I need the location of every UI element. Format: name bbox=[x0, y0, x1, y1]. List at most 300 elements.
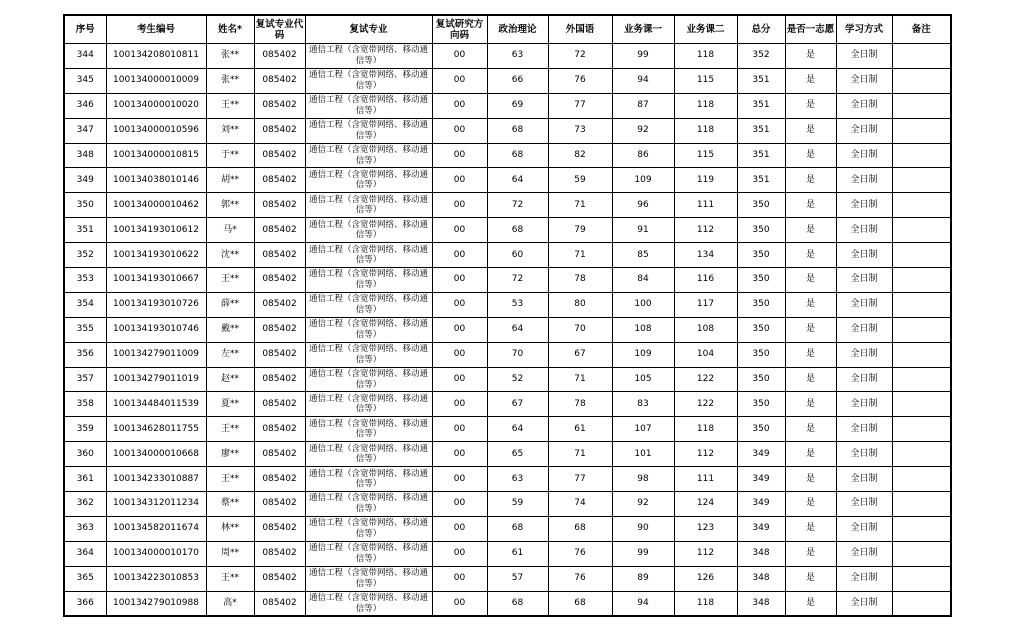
header-course-one: 业务课一 bbox=[612, 15, 674, 44]
cell-index: 355 bbox=[64, 317, 106, 342]
header-foreign-language: 外国语 bbox=[548, 15, 612, 44]
cell-candidate-id: 100134000010009 bbox=[106, 68, 206, 93]
cell-total: 350 bbox=[737, 243, 785, 268]
cell-first-choice: 是 bbox=[785, 392, 836, 417]
cell-candidate-id: 100134000010462 bbox=[106, 193, 206, 218]
cell-first-choice: 是 bbox=[785, 492, 836, 517]
header-direction-code: 复试研究方向码 bbox=[432, 15, 487, 44]
cell-study-mode: 全日制 bbox=[836, 44, 892, 69]
cell-study-mode: 全日制 bbox=[836, 467, 892, 492]
cell-direction-code: 00 bbox=[432, 467, 487, 492]
cell-course-one: 99 bbox=[612, 541, 674, 566]
header-major: 复试专业 bbox=[305, 15, 432, 44]
cell-remarks bbox=[892, 93, 951, 118]
cell-major: 通信工程（含宽带网络、移动通信等） bbox=[305, 317, 432, 342]
cell-remarks bbox=[892, 143, 951, 168]
cell-study-mode: 全日制 bbox=[836, 93, 892, 118]
table-row bbox=[64, 467, 951, 492]
table-row bbox=[64, 243, 951, 268]
cell-first-choice: 是 bbox=[785, 566, 836, 591]
cell-study-mode: 全日制 bbox=[836, 442, 892, 467]
cell-major-code: 085402 bbox=[254, 442, 305, 467]
cell-politics: 63 bbox=[487, 44, 548, 69]
cell-foreign-language: 71 bbox=[548, 367, 612, 392]
cell-name: 王** bbox=[206, 467, 254, 492]
cell-study-mode: 全日制 bbox=[836, 342, 892, 367]
cell-course-two: 118 bbox=[674, 591, 737, 616]
cell-name: 戴** bbox=[206, 317, 254, 342]
cell-politics: 70 bbox=[487, 342, 548, 367]
cell-total: 351 bbox=[737, 68, 785, 93]
cell-index: 344 bbox=[64, 44, 106, 69]
table-row bbox=[64, 68, 951, 93]
cell-candidate-id: 100134038010146 bbox=[106, 168, 206, 193]
cell-foreign-language: 72 bbox=[548, 44, 612, 69]
cell-politics: 72 bbox=[487, 193, 548, 218]
cell-index: 359 bbox=[64, 417, 106, 442]
cell-direction-code: 00 bbox=[432, 342, 487, 367]
cell-course-two: 118 bbox=[674, 417, 737, 442]
cell-course-one: 94 bbox=[612, 591, 674, 616]
cell-total: 350 bbox=[737, 268, 785, 293]
cell-foreign-language: 79 bbox=[548, 218, 612, 243]
cell-candidate-id: 100134312011234 bbox=[106, 492, 206, 517]
cell-first-choice: 是 bbox=[785, 342, 836, 367]
cell-total: 350 bbox=[737, 193, 785, 218]
table-row bbox=[64, 168, 951, 193]
cell-first-choice: 是 bbox=[785, 317, 836, 342]
cell-direction-code: 00 bbox=[432, 317, 487, 342]
cell-course-one: 109 bbox=[612, 342, 674, 367]
cell-remarks bbox=[892, 68, 951, 93]
header-first-choice: 是否一志愿 bbox=[785, 15, 836, 44]
cell-index: 363 bbox=[64, 516, 106, 541]
cell-major: 通信工程（含宽带网络、移动通信等） bbox=[305, 168, 432, 193]
cell-study-mode: 全日制 bbox=[836, 417, 892, 442]
cell-first-choice: 是 bbox=[785, 193, 836, 218]
cell-direction-code: 00 bbox=[432, 44, 487, 69]
table-row bbox=[64, 268, 951, 293]
cell-first-choice: 是 bbox=[785, 442, 836, 467]
cell-major-code: 085402 bbox=[254, 516, 305, 541]
cell-study-mode: 全日制 bbox=[836, 168, 892, 193]
cell-direction-code: 00 bbox=[432, 93, 487, 118]
cell-candidate-id: 100134000010020 bbox=[106, 93, 206, 118]
cell-name: 蔡** bbox=[206, 492, 254, 517]
cell-course-two: 119 bbox=[674, 168, 737, 193]
cell-study-mode: 全日制 bbox=[836, 193, 892, 218]
header-remarks: 备注 bbox=[892, 15, 951, 44]
cell-name: 胡** bbox=[206, 168, 254, 193]
cell-name: 沈** bbox=[206, 243, 254, 268]
cell-study-mode: 全日制 bbox=[836, 367, 892, 392]
cell-course-one: 107 bbox=[612, 417, 674, 442]
cell-major: 通信工程（含宽带网络、移动通信等） bbox=[305, 367, 432, 392]
cell-first-choice: 是 bbox=[785, 93, 836, 118]
cell-total: 351 bbox=[737, 168, 785, 193]
cell-major-code: 085402 bbox=[254, 492, 305, 517]
cell-major: 通信工程（含宽带网络、移动通信等） bbox=[305, 492, 432, 517]
table-row bbox=[64, 442, 951, 467]
table-row bbox=[64, 143, 951, 168]
table-row bbox=[64, 93, 951, 118]
cell-foreign-language: 76 bbox=[548, 68, 612, 93]
cell-index: 353 bbox=[64, 268, 106, 293]
cell-foreign-language: 71 bbox=[548, 442, 612, 467]
cell-total: 348 bbox=[737, 541, 785, 566]
cell-remarks bbox=[892, 317, 951, 342]
table-row bbox=[64, 492, 951, 517]
cell-remarks bbox=[892, 44, 951, 69]
cell-course-one: 94 bbox=[612, 68, 674, 93]
cell-candidate-id: 100134233010887 bbox=[106, 467, 206, 492]
cell-foreign-language: 74 bbox=[548, 492, 612, 517]
cell-name: 赵** bbox=[206, 367, 254, 392]
cell-course-two: 108 bbox=[674, 317, 737, 342]
cell-total: 349 bbox=[737, 467, 785, 492]
cell-remarks bbox=[892, 417, 951, 442]
cell-foreign-language: 77 bbox=[548, 467, 612, 492]
cell-major-code: 085402 bbox=[254, 118, 305, 143]
cell-politics: 68 bbox=[487, 143, 548, 168]
cell-name: 于** bbox=[206, 143, 254, 168]
cell-name: 张** bbox=[206, 44, 254, 69]
cell-total: 352 bbox=[737, 44, 785, 69]
cell-direction-code: 00 bbox=[432, 516, 487, 541]
cell-study-mode: 全日制 bbox=[836, 143, 892, 168]
table-row bbox=[64, 591, 951, 616]
cell-candidate-id: 100134279010988 bbox=[106, 591, 206, 616]
table-row bbox=[64, 317, 951, 342]
cell-first-choice: 是 bbox=[785, 68, 836, 93]
cell-major-code: 085402 bbox=[254, 367, 305, 392]
cell-foreign-language: 70 bbox=[548, 317, 612, 342]
cell-study-mode: 全日制 bbox=[836, 218, 892, 243]
cell-candidate-id: 100134208010811 bbox=[106, 44, 206, 69]
cell-total: 350 bbox=[737, 392, 785, 417]
cell-study-mode: 全日制 bbox=[836, 591, 892, 616]
cell-first-choice: 是 bbox=[785, 417, 836, 442]
cell-index: 346 bbox=[64, 93, 106, 118]
cell-direction-code: 00 bbox=[432, 193, 487, 218]
cell-study-mode: 全日制 bbox=[836, 118, 892, 143]
cell-remarks bbox=[892, 467, 951, 492]
cell-course-one: 89 bbox=[612, 566, 674, 591]
header-row bbox=[64, 15, 951, 44]
cell-course-one: 109 bbox=[612, 168, 674, 193]
cell-name: 王** bbox=[206, 93, 254, 118]
cell-politics: 68 bbox=[487, 118, 548, 143]
cell-remarks bbox=[892, 392, 951, 417]
cell-name: 左** bbox=[206, 342, 254, 367]
cell-foreign-language: 77 bbox=[548, 93, 612, 118]
cell-study-mode: 全日制 bbox=[836, 292, 892, 317]
table-row bbox=[64, 118, 951, 143]
cell-course-two: 115 bbox=[674, 143, 737, 168]
header-name: 姓名* bbox=[206, 15, 254, 44]
cell-name: 马* bbox=[206, 218, 254, 243]
cell-total: 348 bbox=[737, 591, 785, 616]
cell-major: 通信工程（含宽带网络、移动通信等） bbox=[305, 467, 432, 492]
header-study-mode: 学习方式 bbox=[836, 15, 892, 44]
cell-candidate-id: 100134582011674 bbox=[106, 516, 206, 541]
cell-direction-code: 00 bbox=[432, 591, 487, 616]
table-row bbox=[64, 541, 951, 566]
cell-major-code: 085402 bbox=[254, 268, 305, 293]
cell-index: 365 bbox=[64, 566, 106, 591]
cell-index: 358 bbox=[64, 392, 106, 417]
cell-name: 高* bbox=[206, 591, 254, 616]
cell-name: 张** bbox=[206, 68, 254, 93]
table-row bbox=[64, 193, 951, 218]
cell-remarks bbox=[892, 516, 951, 541]
cell-total: 348 bbox=[737, 566, 785, 591]
cell-course-one: 101 bbox=[612, 442, 674, 467]
cell-direction-code: 00 bbox=[432, 492, 487, 517]
cell-direction-code: 00 bbox=[432, 566, 487, 591]
cell-direction-code: 00 bbox=[432, 417, 487, 442]
cell-index: 351 bbox=[64, 218, 106, 243]
cell-candidate-id: 100134484011539 bbox=[106, 392, 206, 417]
cell-remarks bbox=[892, 218, 951, 243]
score-table bbox=[63, 14, 952, 617]
header-major-code: 复试专业代码 bbox=[254, 15, 305, 44]
cell-remarks bbox=[892, 292, 951, 317]
cell-study-mode: 全日制 bbox=[836, 317, 892, 342]
cell-course-two: 111 bbox=[674, 193, 737, 218]
cell-politics: 65 bbox=[487, 442, 548, 467]
header-index: 序号 bbox=[64, 15, 106, 44]
cell-foreign-language: 82 bbox=[548, 143, 612, 168]
cell-direction-code: 00 bbox=[432, 143, 487, 168]
cell-course-two: 111 bbox=[674, 467, 737, 492]
header-total: 总分 bbox=[737, 15, 785, 44]
cell-first-choice: 是 bbox=[785, 467, 836, 492]
cell-major: 通信工程（含宽带网络、移动通信等） bbox=[305, 392, 432, 417]
cell-name: 王** bbox=[206, 566, 254, 591]
cell-total: 350 bbox=[737, 218, 785, 243]
table-row bbox=[64, 44, 951, 69]
cell-major: 通信工程（含宽带网络、移动通信等） bbox=[305, 292, 432, 317]
cell-remarks bbox=[892, 591, 951, 616]
cell-candidate-id: 100134000010815 bbox=[106, 143, 206, 168]
cell-name: 周** bbox=[206, 541, 254, 566]
cell-name: 林** bbox=[206, 516, 254, 541]
cell-first-choice: 是 bbox=[785, 541, 836, 566]
cell-first-choice: 是 bbox=[785, 243, 836, 268]
cell-major: 通信工程（含宽带网络、移动通信等） bbox=[305, 118, 432, 143]
cell-study-mode: 全日制 bbox=[836, 392, 892, 417]
cell-course-two: 118 bbox=[674, 118, 737, 143]
cell-study-mode: 全日制 bbox=[836, 68, 892, 93]
cell-foreign-language: 68 bbox=[548, 516, 612, 541]
table-row bbox=[64, 367, 951, 392]
cell-foreign-language: 71 bbox=[548, 193, 612, 218]
cell-politics: 68 bbox=[487, 218, 548, 243]
cell-first-choice: 是 bbox=[785, 118, 836, 143]
cell-first-choice: 是 bbox=[785, 268, 836, 293]
cell-name: 王** bbox=[206, 268, 254, 293]
cell-politics: 57 bbox=[487, 566, 548, 591]
cell-remarks bbox=[892, 566, 951, 591]
cell-course-two: 134 bbox=[674, 243, 737, 268]
cell-course-one: 105 bbox=[612, 367, 674, 392]
cell-direction-code: 00 bbox=[432, 541, 487, 566]
cell-candidate-id: 100134193010726 bbox=[106, 292, 206, 317]
cell-total: 350 bbox=[737, 292, 785, 317]
cell-study-mode: 全日制 bbox=[836, 541, 892, 566]
cell-foreign-language: 73 bbox=[548, 118, 612, 143]
cell-foreign-language: 68 bbox=[548, 591, 612, 616]
cell-name: 刘** bbox=[206, 118, 254, 143]
cell-politics: 63 bbox=[487, 467, 548, 492]
cell-course-two: 124 bbox=[674, 492, 737, 517]
cell-foreign-language: 76 bbox=[548, 566, 612, 591]
cell-direction-code: 00 bbox=[432, 268, 487, 293]
cell-first-choice: 是 bbox=[785, 168, 836, 193]
cell-major-code: 085402 bbox=[254, 392, 305, 417]
cell-major-code: 085402 bbox=[254, 143, 305, 168]
cell-course-two: 112 bbox=[674, 442, 737, 467]
cell-remarks bbox=[892, 118, 951, 143]
cell-course-one: 108 bbox=[612, 317, 674, 342]
table-row bbox=[64, 417, 951, 442]
cell-remarks bbox=[892, 541, 951, 566]
cell-politics: 60 bbox=[487, 243, 548, 268]
cell-direction-code: 00 bbox=[432, 68, 487, 93]
cell-course-two: 104 bbox=[674, 342, 737, 367]
cell-candidate-id: 100134000010170 bbox=[106, 541, 206, 566]
cell-study-mode: 全日制 bbox=[836, 268, 892, 293]
cell-major: 通信工程（含宽带网络、移动通信等） bbox=[305, 193, 432, 218]
cell-politics: 52 bbox=[487, 367, 548, 392]
cell-major: 通信工程（含宽带网络、移动通信等） bbox=[305, 417, 432, 442]
cell-major-code: 085402 bbox=[254, 467, 305, 492]
cell-course-one: 92 bbox=[612, 492, 674, 517]
cell-study-mode: 全日制 bbox=[836, 492, 892, 517]
cell-major: 通信工程（含宽带网络、移动通信等） bbox=[305, 566, 432, 591]
cell-total: 350 bbox=[737, 342, 785, 367]
cell-total: 351 bbox=[737, 118, 785, 143]
cell-direction-code: 00 bbox=[432, 118, 487, 143]
cell-index: 345 bbox=[64, 68, 106, 93]
cell-major-code: 085402 bbox=[254, 566, 305, 591]
cell-foreign-language: 59 bbox=[548, 168, 612, 193]
cell-course-one: 98 bbox=[612, 467, 674, 492]
cell-total: 351 bbox=[737, 143, 785, 168]
cell-total: 351 bbox=[737, 93, 785, 118]
cell-major: 通信工程（含宽带网络、移动通信等） bbox=[305, 243, 432, 268]
cell-direction-code: 00 bbox=[432, 367, 487, 392]
cell-first-choice: 是 bbox=[785, 591, 836, 616]
cell-politics: 67 bbox=[487, 392, 548, 417]
cell-major-code: 085402 bbox=[254, 591, 305, 616]
cell-index: 348 bbox=[64, 143, 106, 168]
cell-major-code: 085402 bbox=[254, 168, 305, 193]
cell-direction-code: 00 bbox=[432, 168, 487, 193]
cell-candidate-id: 100134279011009 bbox=[106, 342, 206, 367]
cell-index: 362 bbox=[64, 492, 106, 517]
cell-first-choice: 是 bbox=[785, 516, 836, 541]
cell-candidate-id: 100134000010596 bbox=[106, 118, 206, 143]
cell-major: 通信工程（含宽带网络、移动通信等） bbox=[305, 218, 432, 243]
cell-remarks bbox=[892, 193, 951, 218]
cell-politics: 61 bbox=[487, 541, 548, 566]
table-row bbox=[64, 342, 951, 367]
cell-politics: 53 bbox=[487, 292, 548, 317]
cell-major: 通信工程（含宽带网络、移动通信等） bbox=[305, 68, 432, 93]
cell-course-two: 116 bbox=[674, 268, 737, 293]
cell-major: 通信工程（含宽带网络、移动通信等） bbox=[305, 143, 432, 168]
table-body bbox=[64, 44, 951, 617]
cell-course-two: 118 bbox=[674, 93, 737, 118]
score-table-container bbox=[63, 14, 952, 617]
cell-major-code: 085402 bbox=[254, 93, 305, 118]
cell-first-choice: 是 bbox=[785, 367, 836, 392]
cell-major: 通信工程（含宽带网络、移动通信等） bbox=[305, 342, 432, 367]
cell-name: 薛** bbox=[206, 292, 254, 317]
cell-direction-code: 00 bbox=[432, 292, 487, 317]
cell-name: 郭** bbox=[206, 193, 254, 218]
cell-name: 王** bbox=[206, 417, 254, 442]
cell-total: 350 bbox=[737, 417, 785, 442]
cell-major: 通信工程（含宽带网络、移动通信等） bbox=[305, 591, 432, 616]
cell-remarks bbox=[892, 492, 951, 517]
header-politics: 政治理论 bbox=[487, 15, 548, 44]
cell-politics: 69 bbox=[487, 93, 548, 118]
cell-remarks bbox=[892, 442, 951, 467]
cell-major: 通信工程（含宽带网络、移动通信等） bbox=[305, 541, 432, 566]
cell-candidate-id: 100134279011019 bbox=[106, 367, 206, 392]
cell-remarks bbox=[892, 168, 951, 193]
cell-index: 361 bbox=[64, 467, 106, 492]
cell-first-choice: 是 bbox=[785, 44, 836, 69]
cell-politics: 68 bbox=[487, 591, 548, 616]
cell-index: 366 bbox=[64, 591, 106, 616]
cell-direction-code: 00 bbox=[432, 218, 487, 243]
cell-index: 357 bbox=[64, 367, 106, 392]
cell-foreign-language: 78 bbox=[548, 392, 612, 417]
cell-major-code: 085402 bbox=[254, 342, 305, 367]
cell-first-choice: 是 bbox=[785, 218, 836, 243]
cell-index: 360 bbox=[64, 442, 106, 467]
cell-foreign-language: 61 bbox=[548, 417, 612, 442]
cell-direction-code: 00 bbox=[432, 243, 487, 268]
cell-index: 350 bbox=[64, 193, 106, 218]
cell-foreign-language: 67 bbox=[548, 342, 612, 367]
cell-politics: 66 bbox=[487, 68, 548, 93]
cell-course-two: 118 bbox=[674, 44, 737, 69]
cell-course-one: 87 bbox=[612, 93, 674, 118]
cell-candidate-id: 100134193010612 bbox=[106, 218, 206, 243]
table-row bbox=[64, 566, 951, 591]
cell-major: 通信工程（含宽带网络、移动通信等） bbox=[305, 44, 432, 69]
cell-index: 347 bbox=[64, 118, 106, 143]
cell-course-one: 91 bbox=[612, 218, 674, 243]
cell-major-code: 085402 bbox=[254, 193, 305, 218]
cell-study-mode: 全日制 bbox=[836, 516, 892, 541]
cell-first-choice: 是 bbox=[785, 143, 836, 168]
cell-total: 349 bbox=[737, 516, 785, 541]
cell-study-mode: 全日制 bbox=[836, 243, 892, 268]
cell-remarks bbox=[892, 243, 951, 268]
cell-index: 352 bbox=[64, 243, 106, 268]
cell-major-code: 085402 bbox=[254, 68, 305, 93]
cell-course-one: 85 bbox=[612, 243, 674, 268]
cell-course-one: 86 bbox=[612, 143, 674, 168]
cell-remarks bbox=[892, 268, 951, 293]
cell-course-one: 100 bbox=[612, 292, 674, 317]
